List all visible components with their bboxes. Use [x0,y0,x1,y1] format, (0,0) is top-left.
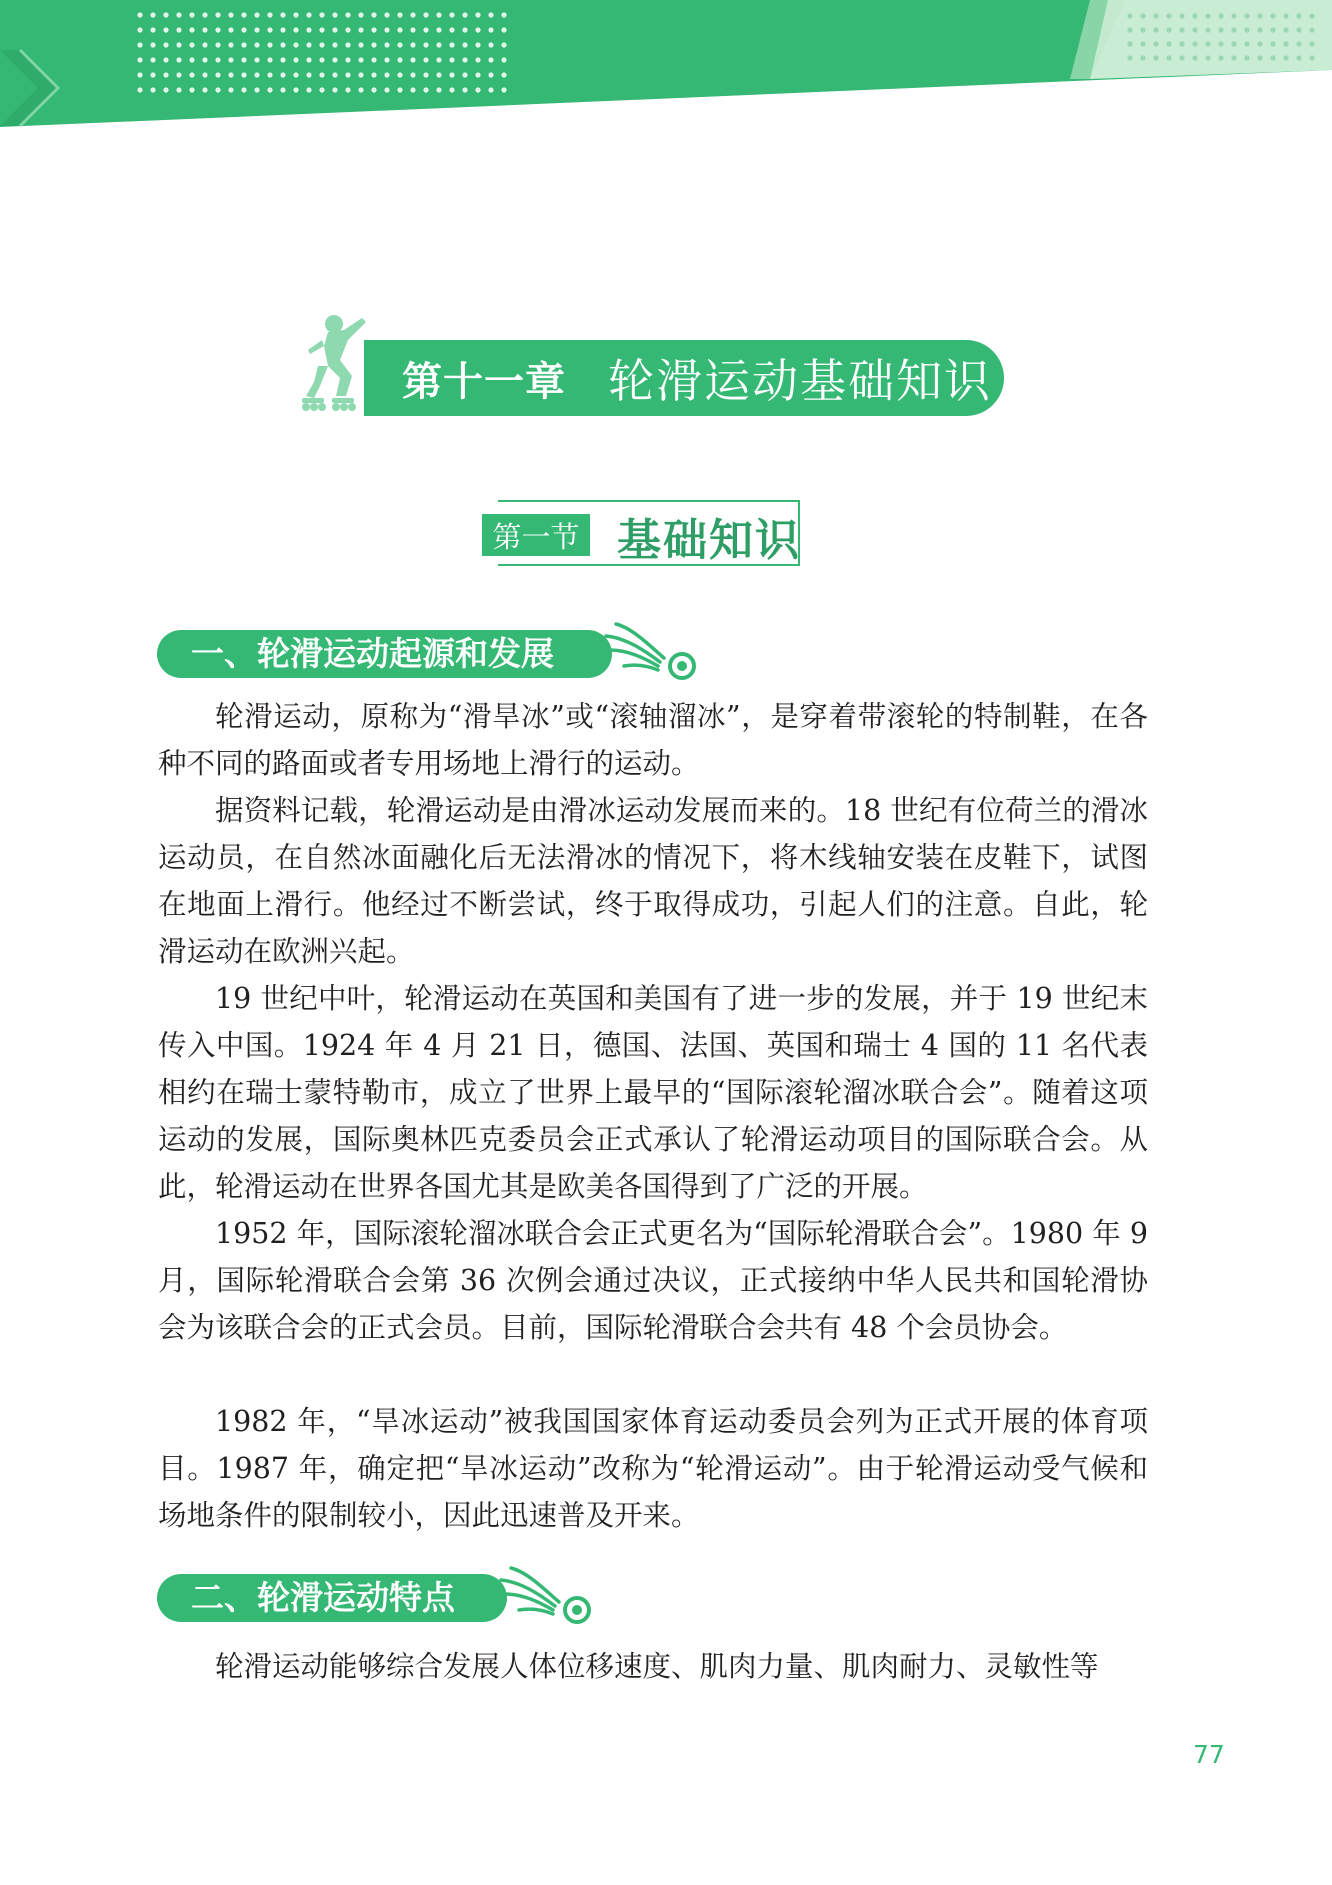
paragraph-2: 据资料记载，轮滑运动是由滑冰运动发展而来的。18 世纪有位荷兰的滑冰运动员，在自然冰面融化后无法滑冰的情况下，将木线轴安装在皮鞋下，试图在地面上滑行。他经过不断尝试，终于取得成功，引起人们的注意。自此，轮滑运动在欧洲兴起。 [158,794,1148,968]
leaf-swirl-icon [602,618,712,688]
skater-icon [300,310,410,420]
paragraph-4: 1952 年，国际滚轮溜冰联合会正式更名为“国际轮滑联合会”。1980 年 9 月，国际轮滑联合会第 36 次例会通过决议，正式接纳中华人民共和国轮滑协会为该联合会的正式会员。目前，国际轮滑联合会共有 48 个会员协会。 [158,1217,1148,1344]
leaf-swirl-icon [497,1562,607,1632]
section-heading [482,500,822,566]
paragraph-1: 轮滑运动，原称为“滑旱冰”或“滚轴溜冰”，是穿着带滚轮的特制鞋，在各种不同的路面或者专用场地上滑行的运动。 [158,700,1148,780]
paragraph-6: 轮滑运动能够综合发展人体位移速度、肌肉力量、肌肉耐力、灵敏性等 [215,1650,1099,1683]
chapter-banner [364,340,1004,416]
chapter-title: 轮滑运动基础知识 [608,354,992,408]
paragraph-3: 19 世纪中叶，轮滑运动在英国和美国有了进一步的发展，并于 19 世纪末传入中国。1924 年 4 月 21 日，德国、法国、英国和瑞士 4 国的 11 名代表相约在瑞士蒙特勒市，成立了世界上最早的“国际滚轮溜冰联合会”。随着这项运动的发展，国际奥林匹克委员会正式承认了轮滑运动项目的国际联合会。从此，轮滑运动在世界各国尤其是欧美各国得到了广泛的开展。 [158,982,1148,1203]
page-number: 77 [1193,1740,1225,1769]
section-title: 基础知识 [617,515,801,566]
subheading-label: 二、轮滑运动特点 [157,1574,507,1622]
chapter-number: 第十一章 [402,358,566,405]
subheading-label: 一、轮滑运动起源和发展 [157,630,612,678]
paragraph-5: 1982 年，“旱冰运动”被我国国家体育运动委员会列为正式开展的体育项目。1987 年，确定把“旱冰运动”改称为“轮滑运动”。由于轮滑运动受气候和场地条件的限制较小，因此迅速普及开来。 [158,1405,1148,1532]
section-number: 第一节 [482,514,590,556]
header-banner [0,0,1332,135]
chapter-heading [300,310,1020,420]
